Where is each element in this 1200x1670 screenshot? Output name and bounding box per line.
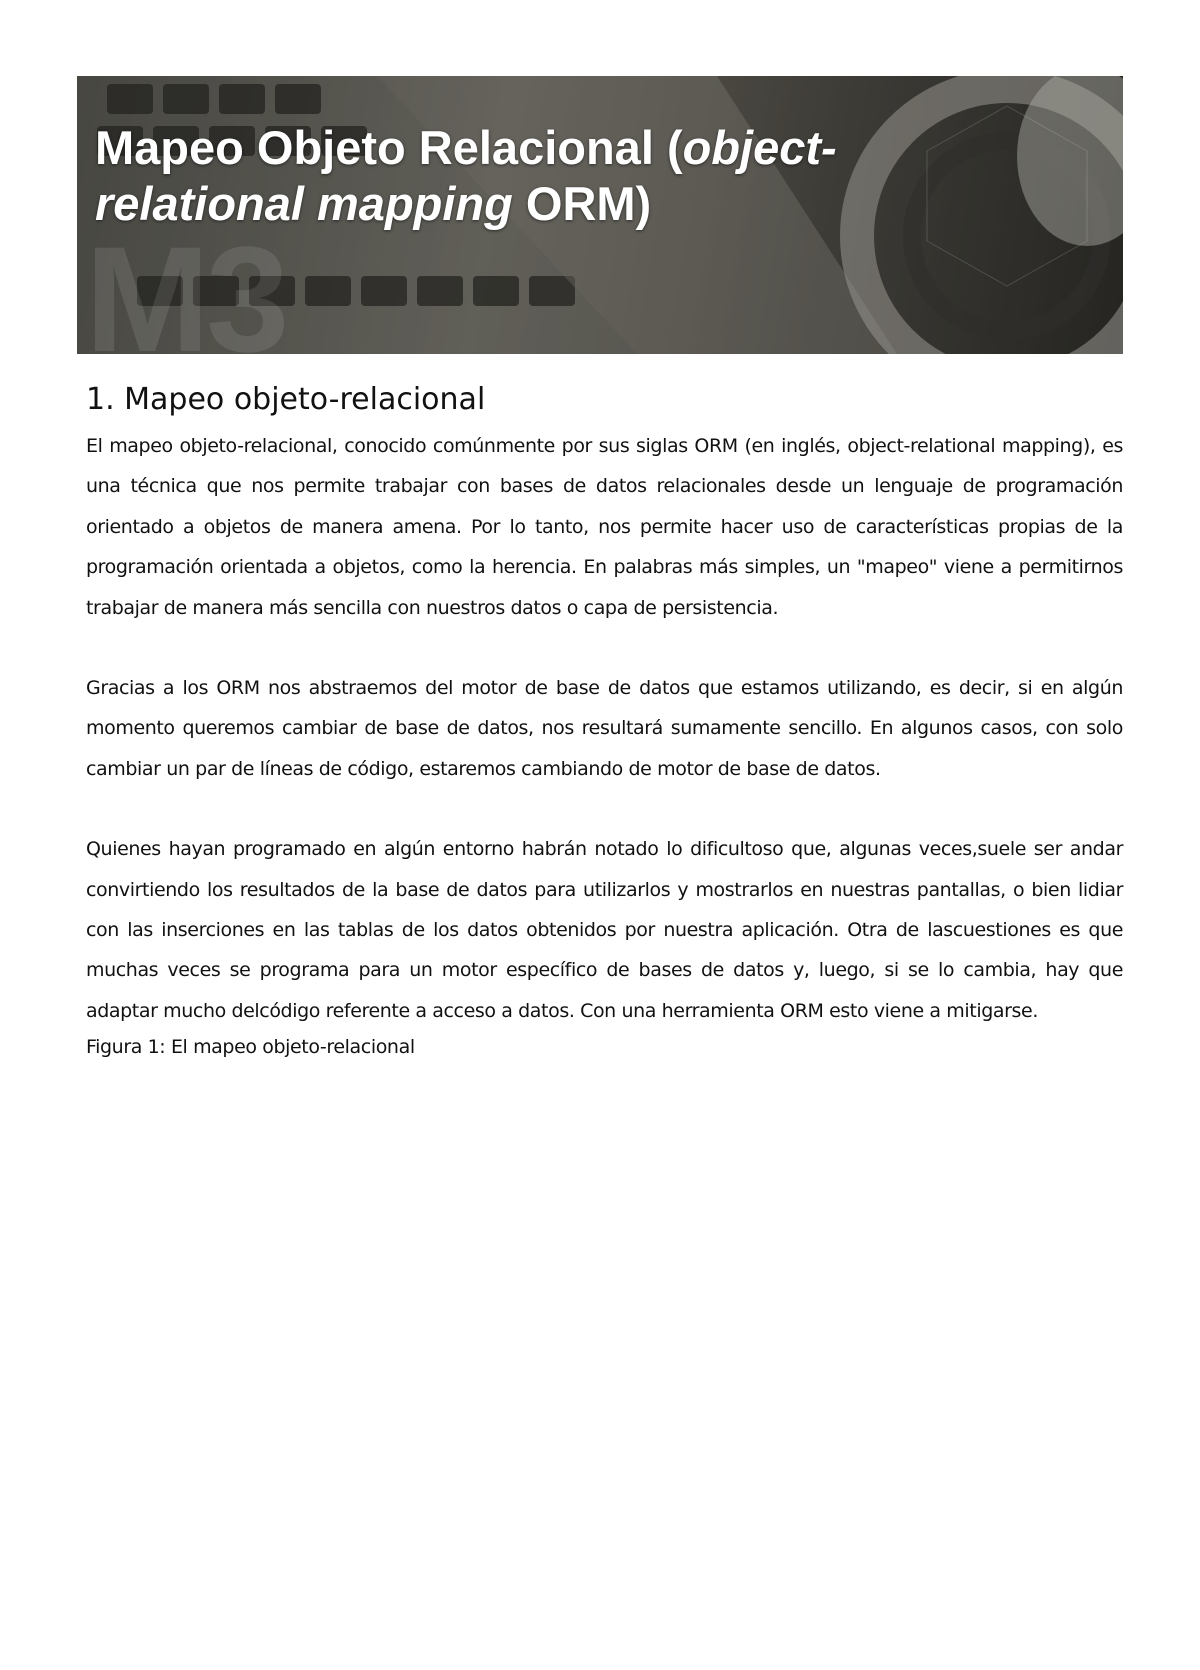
- banner-title-part1: Mapeo Objeto Relacional (: [95, 121, 683, 174]
- paragraph-3: Quienes hayan programado en algún entorno habrán notado lo dificultoso que, algunas veces,suele ser andar convirtiendo los resultados de la base de datos para utilizarlos y mostrarlos en nuestras pantallas, o bien lidiar con las inserciones en las tablas de los datos obtenidos por nuestra aplicación. Otra de lascuestiones es que muchas veces se programa para un motor específico de bases de datos y, luego, si se lo cambia, hay que adaptar mucho delcódigo referente a acceso a datos. Con una herramienta ORM esto viene a mitigarse.: [86, 838, 1123, 1022]
- header-banner: [77, 76, 1123, 354]
- banner-title-part2: ORM): [512, 177, 652, 230]
- document-body: [86, 378, 1123, 1067]
- figure-caption: Figura 1: El mapeo objeto-relacional: [86, 1036, 415, 1059]
- banner-title-italic: object-relational mapping: [95, 121, 837, 230]
- paragraph-2: Gracias a los ORM nos abstraemos del motor de base de datos que estamos utilizando, es decir, si en algún momento queremos cambiar de base de datos, nos resultará sumamente sencillo. En algunos casos, con solo cambiar un par de líneas de código, estaremos cambiando de motor de base de datos.: [86, 677, 1123, 780]
- section-heading: 1. Mapeo objeto-relacional: [86, 382, 486, 417]
- module-watermark: M3: [85, 215, 286, 354]
- banner-title: [95, 120, 995, 232]
- paragraph-1: El mapeo objeto-relacional, conocido comúnmente por sus siglas ORM (en inglés, object-relational mapping), es una técnica que nos permite trabajar con bases de datos relacionales desde un lenguaje de programación orientado a objetos de manera amena. Por lo tanto, nos permite hacer uso de características propias de la programación orientada a objetos, como la herencia. En palabras más simples, un "mapeo" viene a permitirnos trabajar de manera más sencilla con nuestros datos o capa de persistencia.: [86, 435, 1123, 619]
